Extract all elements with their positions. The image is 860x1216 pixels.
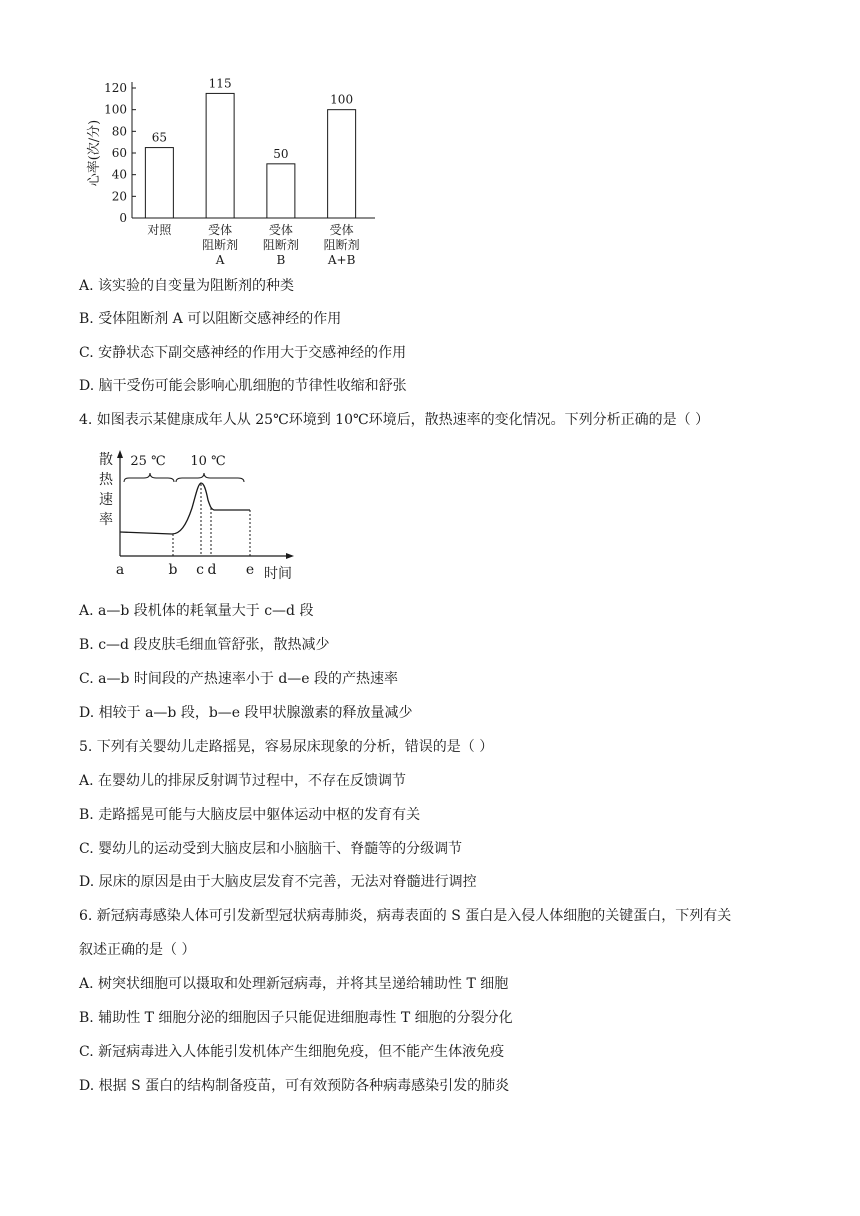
bar-value-label: 115 xyxy=(208,76,232,91)
q6-option-c: C. 新冠病毒进入人体能引发机体产生细胞免疫，但不能产生体液免疫 xyxy=(79,1044,505,1060)
q3-option-c: C. 安静状态下副交感神经的作用大于交感神经的作用 xyxy=(79,345,407,361)
q4-stem: 4. 如图表示某健康成年人从 25℃环境到 10℃环境后，散热速率的变化情况。下列分析正确的是（ ） xyxy=(79,412,710,428)
q6-stem-line2: 叙述正确的是（ ） xyxy=(79,942,196,958)
bar-value-label: 50 xyxy=(273,146,289,161)
brace-10c xyxy=(176,473,244,482)
x-category-label: A xyxy=(215,253,225,267)
q4-option-b: B. c—d 段皮肤毛细血管舒张，散热减少 xyxy=(79,637,330,653)
x-category-label: 阻断剂 xyxy=(323,238,360,252)
y-tick-label: 60 xyxy=(111,146,127,160)
q6-stem-line1: 6. 新冠病毒感染人体可引发新型冠状病毒肺炎，病毒表面的 S 蛋白是入侵人体细胞的关键蛋白，下列有关 xyxy=(79,908,732,924)
q6-option-d: D. 根据 S 蛋白的结构制备疫苗，可有效预防各种病毒感染引发的肺炎 xyxy=(79,1078,510,1094)
point-d: d xyxy=(207,562,217,578)
y-axis-label: 心率(次/分) xyxy=(87,119,102,187)
q5-option-c: C. 婴幼儿的运动受到大脑皮层和小脑脑干、脊髓等的分级调节 xyxy=(79,841,463,857)
diagram-ylabel-char: 速 xyxy=(99,492,113,508)
q5-option-a: A. 在婴幼儿的排尿反射调节过程中，不存在反馈调节 xyxy=(79,773,407,789)
q3-option-d: D. 脑干受伤可能会影响心肌细胞的节律性收缩和舒张 xyxy=(79,378,407,394)
x-category-label: 受体 xyxy=(208,223,233,237)
y-tick-label: 100 xyxy=(104,102,127,117)
q4-option-d: D. 相较于 a—b 段，b—e 段甲状腺激素的释放量减少 xyxy=(79,705,413,721)
q3-option-b: B. 受体阻断剂 A 可以阻断交感神经的作用 xyxy=(79,311,342,327)
q5-stem: 5. 下列有关婴幼儿走路摇晃，容易尿床现象的分析，错误的是（ ） xyxy=(79,739,494,755)
bar xyxy=(267,164,295,218)
label-25c: 25 ℃ xyxy=(130,454,166,469)
label-10c: 10 ℃ xyxy=(190,454,226,469)
y-tick-label: 80 xyxy=(111,124,127,139)
x-category-label: 阻断剂 xyxy=(262,238,299,252)
heat-rate-curve xyxy=(120,483,250,534)
heart-rate-bar-chart xyxy=(80,70,390,270)
y-tick-label: 20 xyxy=(111,189,127,204)
y-tick-label: 120 xyxy=(104,81,127,95)
bar xyxy=(328,110,356,218)
q5-option-b: B. 走路摇晃可能与大脑皮层中躯体运动中枢的发育有关 xyxy=(79,807,421,823)
x-category-label: 阻断剂 xyxy=(202,238,239,252)
diagram-ylabel-char: 热 xyxy=(99,472,113,488)
q4-option-c: C. a—b 时间段的产热速率小于 d—e 段的产热速率 xyxy=(79,671,399,687)
point-b: b xyxy=(168,562,178,578)
q6-option-b: B. 辅助性 T 细胞分泌的细胞因子只能促进细胞毒性 T 细胞的分裂分化 xyxy=(79,1010,513,1026)
bar-value-label: 100 xyxy=(330,92,354,107)
q4-option-a: A. a—b 段机体的耗氧量大于 c—d 段 xyxy=(79,603,314,619)
bar xyxy=(206,93,234,218)
point-e: e xyxy=(245,562,255,578)
diagram-y-arrow xyxy=(117,450,123,458)
x-category-label: 受体 xyxy=(268,223,293,237)
diagram-ylabel-char: 散 xyxy=(99,452,113,468)
diagram-ylabel-char: 率 xyxy=(99,512,113,528)
q3-option-a: A. 该实验的自变量为阻断剂的种类 xyxy=(79,278,295,294)
point-a: a xyxy=(115,562,125,578)
diagram-x-arrow xyxy=(286,553,294,559)
x-category-label: A+B xyxy=(327,253,356,267)
brace-25c xyxy=(124,473,174,482)
bar-value-label: 65 xyxy=(151,130,168,145)
x-category-label: 对照 xyxy=(147,223,172,237)
bar xyxy=(145,148,173,218)
q5-option-d: D. 尿床的原因是由于大脑皮层发育不完善，无法对脊髓进行调控 xyxy=(79,874,477,890)
y-tick-label: 0 xyxy=(119,211,127,225)
y-tick-label: 40 xyxy=(111,167,127,182)
heat-dissipation-diagram xyxy=(80,448,310,588)
point-c: c xyxy=(196,562,204,578)
diagram-xlabel: 时间 xyxy=(264,566,292,582)
x-category-label: 受体 xyxy=(329,223,354,237)
q6-option-a: A. 树突状细胞可以摄取和处理新冠病毒，并将其呈递给辅助性 T 细胞 xyxy=(79,976,509,992)
x-category-label: B xyxy=(276,253,286,267)
